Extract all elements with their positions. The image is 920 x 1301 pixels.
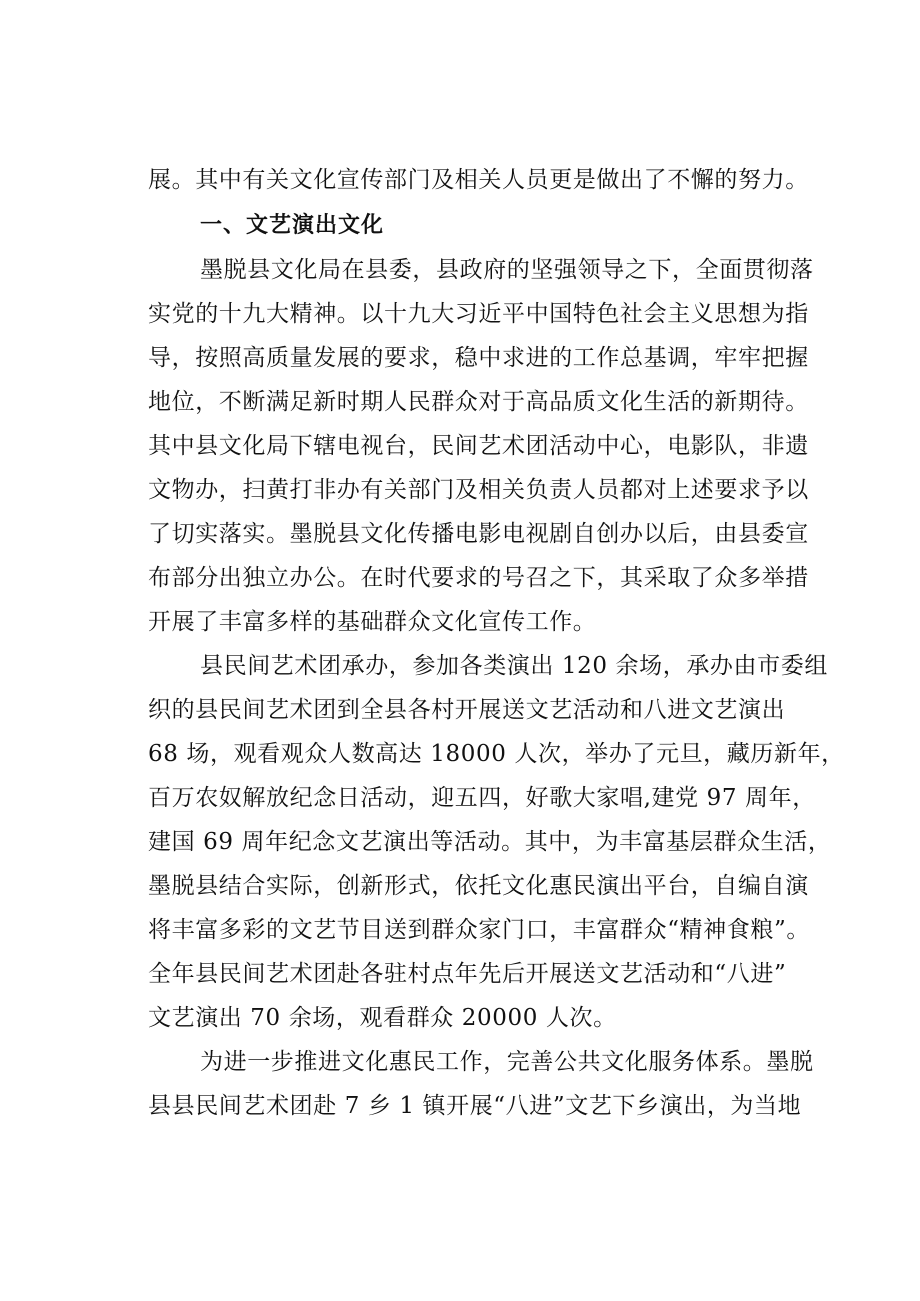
section-heading: 一、文艺演出文化 [200, 213, 385, 238]
paragraph-line: 县民间艺术团承办，参加各类演出 120 余场，承办由市委组 [200, 653, 828, 679]
paragraph-line: 实党的十九大精神。以十九大习近平中国特色社会主义思想为指 [148, 301, 809, 327]
paragraph-line: 文艺演出 70 余场，观看群众 20000 人次。 [148, 1005, 617, 1031]
paragraph-line: 建国 69 周年纪念文艺演出等活动。其中，为丰富基层群众生活， [148, 829, 832, 855]
paragraph-line: 了切实落实。墨脱县文化传播电影电视剧自创办以后，由县委宣 [148, 521, 809, 547]
paragraph-line: 将丰富多彩的文艺节目送到群众家门口，丰富群众“精神食粮”。 [148, 917, 810, 943]
paragraph-line: 县县民间艺术团赴 7 乡 1 镇开展“八进”文艺下乡演出，为当地 [148, 1093, 802, 1119]
intro-line: 展。其中有关文化宣传部门及相关人员更是做出了不懈的努力。 [148, 167, 809, 193]
paragraph-line: 开展了丰富多样的基础群众文化宣传工作。 [148, 609, 597, 635]
paragraph-line: 百万农奴解放纪念日活动，迎五四，好歌大家唱,建党 97 周年， [148, 785, 816, 811]
paragraph-line: 为进一步推进文化惠民工作，完善公共文化服务体系。墨脱 [200, 1049, 814, 1075]
paragraph-line: 68 场，观看观众人数高达 18000 人次，举办了元旦，藏历新年， [148, 741, 845, 767]
paragraph-line: 墨脱县文化局在县委，县政府的坚强领导之下，全面贯彻落 [200, 257, 814, 283]
paragraph-line: 全年县民间艺术团赴各驻村点年先后开展送文艺活动和“八进” [148, 961, 787, 987]
paragraph-line: 其中县文化局下辖电视台，民间艺术团活动中心，电影队，非遗 [148, 433, 809, 459]
paragraph-line: 墨脱县结合实际，创新形式，依托文化惠民演出平台，自编自演 [148, 873, 809, 899]
paragraph-line: 文物办，扫黄打非办有关部门及相关负责人员都对上述要求予以 [148, 477, 809, 503]
paragraph-line: 导，按照高质量发展的要求，稳中求进的工作总基调，牢牢把握 [148, 345, 809, 371]
paragraph-line: 织的县民间艺术团到全县各村开展送文艺活动和八进文艺演出 [148, 697, 786, 723]
paragraph-line: 地位，不断满足新时期人民群众对于高品质文化生活的新期待。 [148, 389, 809, 415]
paragraph-line: 布部分出独立办公。在时代要求的号召之下，其采取了众多举措 [148, 565, 809, 591]
